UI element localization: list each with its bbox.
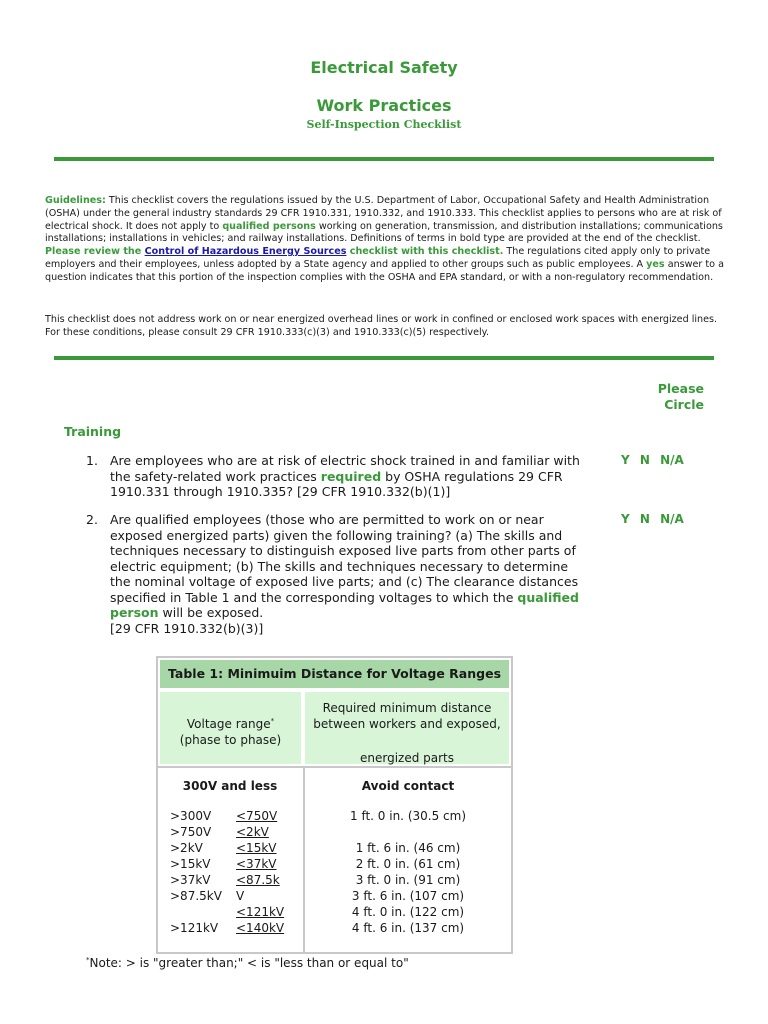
guidelines-text-1: This checklist covers the regulations issued by the U.S. Department of Labor, Occupational Safety and Health Administration (OSHA) under the general industry standards 29 CFR 1910.331, 1910.332, and 1910.333. This checklist applies to persons who are at risk of electrical shock. It does not apply to [45, 195, 722, 232]
range-row [170, 888, 290, 904]
range-high: <87.5k [236, 873, 280, 887]
range-row [170, 904, 290, 920]
first-distance: Avoid contact [361, 779, 455, 793]
scope-note: This checklist does not address work on or near energized overhead lines or work in confined or enclosed work spaces with energized lines. For these conditions, please consult 29 CFR 1910.333(c)(3) and 1910.333(c)(5) respectively. [45, 314, 718, 338]
yes-term: yes [646, 258, 665, 270]
range-high: V [236, 889, 245, 903]
divider-bottom [54, 356, 714, 360]
distance-header-line1: Required minimum distance [322, 701, 492, 715]
range-row [170, 824, 290, 840]
guidelines-label: Guidelines: [45, 195, 106, 206]
qualified-persons-term: qualified persons [222, 220, 316, 232]
question-text: Are employees who are at risk of electric shock trained in and familiar with the safety-related work practices [110, 453, 580, 484]
distance-header-line3: energized parts [359, 751, 455, 765]
distance-cell: 1 ft. 6 in. (46 cm) [355, 841, 461, 855]
question-number: 1. [86, 453, 98, 468]
range-row [170, 920, 290, 936]
distance-header-line2: between workers and exposed, [313, 717, 501, 731]
divider-top [54, 157, 714, 161]
review-prefix: Please review the [45, 246, 145, 258]
range-low: >15kV [170, 857, 211, 871]
distance-cell: 1 ft. 0 in. (30.5 cm) [350, 809, 466, 823]
page-subsubtitle: Self-Inspection Checklist [306, 118, 462, 131]
voltage-range-footnote-mark: * [270, 717, 275, 725]
distance-cell: 3 ft. 0 in. (91 cm) [355, 873, 461, 887]
voltage-range-header-line2: (phase to phase) [179, 733, 282, 747]
range-low: >87.5kV [170, 889, 222, 903]
footnote-mark: * [86, 956, 90, 964]
range-high: <121kV [236, 905, 285, 919]
first-range: 300V and less [182, 779, 278, 793]
table-header-separator [158, 766, 511, 768]
distance-cell [308, 824, 508, 840]
question-number: 2. [86, 512, 98, 527]
question-text-end: will be exposed. [158, 605, 264, 620]
range-high: <37kV [236, 857, 277, 871]
distance-cell: 3 ft. 6 in. (107 cm) [351, 889, 465, 903]
distance-header [305, 692, 509, 764]
guidelines-text-3: The regulations cited apply only to private employers and their employees, unless adopted by a State agency and applied to other groups such as public employees. A [45, 246, 711, 270]
question-text: Are qualified employees (those who are permitted to work on or near exposed energized parts) given the following training? (a) The skills and techniques necessary to distinguish exposed live parts from other parts of electric equipment; (b) The skills and techniques necessary to determine the nominal voltage of exposed live parts; and (c) The clearance distances specified in Table 1 and the corresponding voltages to which the [110, 512, 579, 605]
guidelines-paragraph [45, 195, 725, 285]
range-row [170, 808, 290, 824]
range-high: <140kV [236, 921, 285, 935]
guidelines-text-4: answer to a question indicates that this portion of the inspection complies with the OSHA and EPA standard, or with a non-regulatory recommendation. [45, 258, 724, 283]
table-column-separator [303, 768, 305, 952]
question-text-end: by OSHA regulations 29 CFR 1910.331 through 1910.335? [29 CFR 1910.332(b)(1)] [110, 468, 563, 499]
please-circle-header [658, 381, 704, 413]
guidelines-text-2: working on generation, transmission, and distribution installations; communications installations; installations in vehicles; and railway installations. Definitions of terms in bold type are provided at the end of the checklist. [45, 220, 723, 245]
question-2 [86, 512, 586, 636]
range-low: >300V [170, 809, 212, 823]
voltage-range-header [160, 692, 301, 764]
range-high: <750V [236, 809, 278, 823]
voltage-ranges-column [170, 778, 290, 936]
range-low: >121kV [170, 921, 219, 935]
distance-cell: 4 ft. 6 in. (137 cm) [351, 921, 465, 935]
circle-label: Circle [664, 397, 704, 412]
range-low: >750V [170, 825, 212, 839]
range-row [170, 872, 290, 888]
voltage-distance-table [156, 656, 513, 954]
range-low: >2kV [170, 841, 203, 855]
question-1 [86, 453, 586, 500]
distance-cell: 2 ft. 0 in. (61 cm) [355, 857, 461, 871]
distance-cell: 4 ft. 0 in. (122 cm) [351, 905, 465, 919]
range-high: <15kV [236, 841, 277, 855]
voltage-range-header-line1: Voltage range [186, 717, 271, 731]
page-title: Electrical Safety [310, 58, 458, 77]
table-footnote [86, 956, 409, 970]
range-high: <2kV [236, 825, 269, 839]
page-subtitle: Work Practices [316, 96, 452, 115]
review-suffix: checklist with this checklist. [346, 246, 504, 258]
hazardous-energy-link[interactable]: Control of Hazardous Energy Sources [144, 246, 347, 258]
footnote-text: Note: > is "greater than;" < is "less than or equal to" [89, 956, 409, 970]
section-heading-training: Training [64, 424, 122, 439]
answer-options-1[interactable]: Y N N/A [621, 453, 684, 467]
range-row [170, 840, 290, 856]
question-highlight: required [320, 468, 382, 484]
please-label: Please [657, 381, 704, 396]
question-citation: [29 CFR 1910.332(b)(3)] [110, 620, 264, 636]
answer-options-2[interactable]: Y N N/A [621, 512, 684, 526]
range-low: >37kV [170, 873, 211, 887]
range-row [170, 856, 290, 872]
question-highlight: qualified person [110, 589, 579, 620]
distances-column [308, 778, 508, 936]
table-caption: Table 1: Minimuim Distance for Voltage Ranges [160, 660, 509, 688]
